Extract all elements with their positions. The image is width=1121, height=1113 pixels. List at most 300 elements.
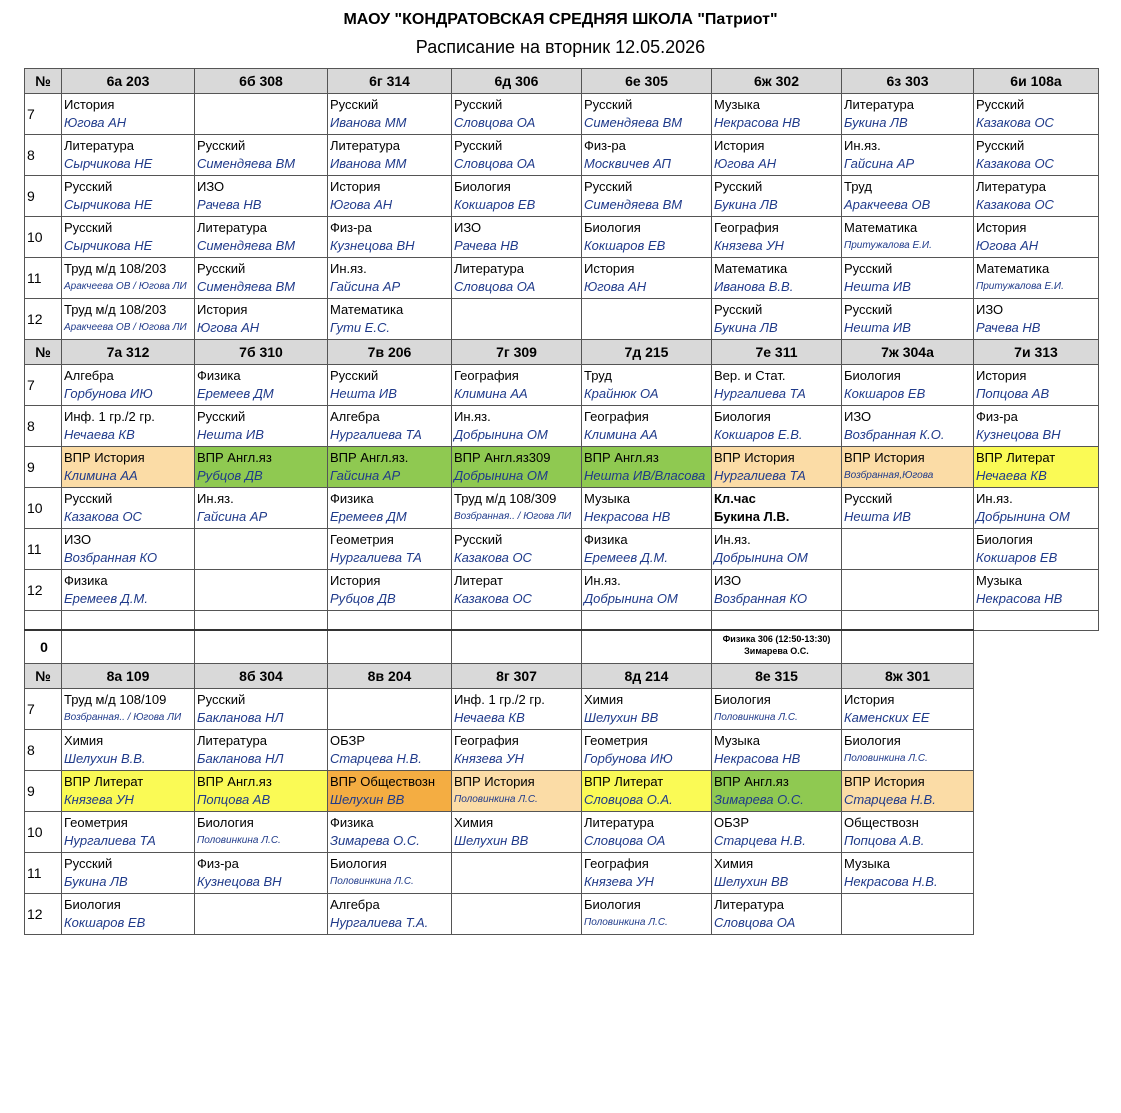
lesson-number: 10	[25, 488, 62, 529]
lesson-row	[25, 176, 1099, 217]
lesson-number: 12	[25, 299, 62, 340]
subject: ИЗО	[844, 409, 872, 424]
lesson-number: 0	[25, 630, 62, 664]
empty-area	[974, 689, 1099, 730]
lesson-cell	[582, 258, 712, 299]
lesson-cell	[328, 570, 452, 611]
teacher: Нургалиева ТА	[330, 427, 422, 442]
subject: Биология	[584, 897, 641, 912]
subject: Физ-ра	[976, 409, 1018, 424]
subject: ВПР Обществозн	[330, 774, 436, 789]
lesson-cell	[328, 812, 452, 853]
lesson-cell	[452, 689, 582, 730]
subject: Математика	[976, 261, 1050, 276]
lesson-cell	[842, 488, 974, 529]
teacher: Еремеев Д.М.	[584, 550, 668, 565]
teacher: Симендяева ВМ	[197, 279, 296, 294]
lesson-cell	[62, 730, 195, 771]
lesson-cell	[842, 894, 974, 935]
spacer-cell	[62, 611, 195, 631]
lesson-cell	[452, 529, 582, 570]
subject: Химия	[64, 733, 104, 748]
lesson-row	[25, 771, 1099, 812]
lesson-cell	[974, 529, 1099, 570]
teacher: Гайсина АР	[844, 156, 915, 171]
teacher: Половинкина Л.С.	[584, 917, 668, 928]
lesson-cell	[452, 217, 582, 258]
teacher: Климина АА	[64, 468, 138, 483]
class-header: 7ж 304а	[842, 340, 974, 365]
subject: Ин.яз.	[714, 532, 751, 547]
teacher: Югова АН	[197, 320, 260, 335]
teacher: Рачева НВ	[454, 238, 519, 253]
lesson-number: 10	[25, 812, 62, 853]
subject: Геометрия	[64, 815, 128, 830]
number-header: №	[25, 340, 62, 365]
subject: ИЗО	[976, 302, 1004, 317]
teacher: Шелухин В.В.	[64, 751, 146, 766]
lesson-cell	[195, 853, 328, 894]
zero-cell	[842, 630, 974, 664]
spacer-row	[25, 611, 1099, 631]
zero-cell	[582, 630, 712, 664]
subject: Музыка	[714, 733, 760, 748]
subject: Физика	[64, 573, 108, 588]
lesson-cell	[712, 94, 842, 135]
subject: Музыка	[976, 573, 1022, 588]
lesson-cell	[195, 447, 328, 488]
teacher: Словцова ОА	[454, 156, 536, 171]
lesson-cell	[328, 894, 452, 935]
subject: Русский	[197, 138, 246, 153]
teacher: Попцова АВ	[197, 792, 271, 807]
teacher: Половинкина Л.С.	[197, 835, 281, 846]
lesson-cell	[195, 406, 328, 447]
number-header: №	[25, 664, 62, 689]
lesson-cell	[712, 447, 842, 488]
class-header: 8в 204	[328, 664, 452, 689]
lesson-cell	[328, 406, 452, 447]
lesson-cell	[62, 94, 195, 135]
subject: Физ-ра	[197, 856, 239, 871]
subject: Физика	[584, 532, 628, 547]
lesson-number: 7	[25, 365, 62, 406]
lesson-cell	[974, 299, 1099, 340]
class-header-row	[25, 340, 1099, 365]
lesson-cell	[712, 258, 842, 299]
lesson-row	[25, 529, 1099, 570]
teacher: Иванова ММ	[330, 156, 407, 171]
subject: Химия	[454, 815, 494, 830]
subject: Биология	[714, 409, 771, 424]
subject: Труд м/д 108/309	[454, 491, 557, 506]
subject: ИЗО	[454, 220, 482, 235]
teacher: Югова АН	[714, 156, 777, 171]
lesson-cell	[328, 853, 452, 894]
lesson-cell	[328, 176, 452, 217]
lesson-cell	[328, 488, 452, 529]
lesson-cell	[842, 217, 974, 258]
teacher: Возбранная.. / Югова ЛИ	[64, 712, 182, 723]
lesson-cell	[974, 258, 1099, 299]
lesson-cell	[195, 258, 328, 299]
lesson-cell	[195, 217, 328, 258]
lesson-cell	[842, 689, 974, 730]
lesson-cell	[582, 406, 712, 447]
subject: ВПР История	[64, 450, 145, 465]
subject: Труд м/д 108/203	[64, 261, 167, 276]
teacher: Казакова ОС	[64, 509, 142, 524]
lesson-cell	[62, 529, 195, 570]
subject: Музыка	[584, 491, 630, 506]
lesson-cell	[974, 488, 1099, 529]
number-header: №	[25, 69, 62, 94]
lesson-cell	[62, 447, 195, 488]
teacher: Некрасова НВ	[584, 509, 671, 524]
teacher: Нешта ИВ	[844, 320, 911, 335]
lesson-cell	[62, 176, 195, 217]
subject: Физика	[197, 368, 241, 383]
teacher: Половинкина Л.С.	[844, 753, 928, 764]
zero-cell	[452, 630, 582, 664]
empty-area	[974, 812, 1099, 853]
lesson-cell	[842, 176, 974, 217]
lesson-cell	[582, 689, 712, 730]
teacher: Словцова ОА	[714, 915, 796, 930]
lesson-number: 8	[25, 135, 62, 176]
lesson-cell	[712, 730, 842, 771]
teacher: Горбунова ИЮ	[64, 386, 153, 401]
lesson-row	[25, 730, 1099, 771]
teacher: Некрасова Н.В.	[844, 874, 938, 889]
subject: История	[330, 573, 381, 588]
spacer-cell	[328, 611, 452, 631]
teacher: Притужалова Е.И.	[844, 240, 932, 251]
subject: Русский	[584, 179, 633, 194]
teacher: Князева УН	[714, 238, 784, 253]
lesson-number: 11	[25, 529, 62, 570]
teacher: Аракчеева ОВ	[844, 197, 931, 212]
teacher: Возбранная.. / Югова ЛИ	[454, 511, 572, 522]
lesson-cell	[842, 258, 974, 299]
subject: Математика	[714, 261, 788, 276]
lesson-cell	[195, 135, 328, 176]
lesson-number: 9	[25, 771, 62, 812]
subject: Биология	[844, 733, 901, 748]
teacher: Рачева НВ	[976, 320, 1041, 335]
subject: ВПР Англ.яз	[584, 450, 659, 465]
class-header: 7б 310	[195, 340, 328, 365]
lesson-cell	[974, 135, 1099, 176]
lesson-cell	[452, 570, 582, 611]
lesson-row	[25, 406, 1099, 447]
subject: Ин.яз.	[330, 261, 367, 276]
teacher: Шелухин ВВ	[584, 710, 659, 725]
teacher: Словцова О.А.	[584, 792, 673, 807]
teacher: Климина АА	[584, 427, 658, 442]
lesson-cell	[974, 217, 1099, 258]
lesson-cell	[328, 529, 452, 570]
class-header: 6е 305	[582, 69, 712, 94]
lesson-cell	[582, 135, 712, 176]
school-title: МАОУ "КОНДРАТОВСКАЯ СРЕДНЯЯ ШКОЛА "Патриот"	[343, 11, 778, 28]
teacher: Сырчикова НЕ	[64, 238, 153, 253]
lesson-cell	[62, 217, 195, 258]
subject: Физика	[330, 491, 374, 506]
subject: Биология	[454, 179, 511, 194]
teacher: Добрынина ОМ	[454, 468, 548, 483]
teacher: Кокшаров Е.В.	[714, 427, 803, 442]
teacher: Нешта ИВ	[330, 386, 397, 401]
teacher: Старцева Н.В.	[330, 751, 422, 766]
teacher: Зимарева О.С.	[330, 833, 420, 848]
subject	[454, 299, 581, 301]
subject: Литература	[714, 897, 784, 912]
teacher: Москвичев АП	[584, 156, 671, 171]
class-header: 7е 311	[712, 340, 842, 365]
teacher: Шелухин ВВ	[330, 792, 405, 807]
lesson-cell	[195, 94, 328, 135]
subject: Биология	[197, 815, 254, 830]
teacher: Князева УН	[454, 751, 524, 766]
teacher: Добрынина ОМ	[976, 509, 1070, 524]
teacher: Рубцов ДВ	[197, 468, 263, 483]
lesson-cell	[62, 894, 195, 935]
subject: Русский	[454, 97, 503, 112]
teacher: Кузнецова ВН	[197, 874, 282, 889]
teacher: Нешта ИВ	[844, 509, 911, 524]
teacher: Шелухин ВВ	[714, 874, 789, 889]
teacher: Казакова ОС	[454, 591, 532, 606]
lesson-cell	[842, 406, 974, 447]
teacher: Аракчеева ОВ / Югова ЛИ	[64, 281, 187, 292]
teacher: Югова АН	[584, 279, 647, 294]
lesson-cell	[195, 176, 328, 217]
lesson-cell	[328, 135, 452, 176]
lesson-cell	[452, 730, 582, 771]
teacher: Кузнецова ВН	[976, 427, 1061, 442]
teacher: Кокшаров ЕВ	[844, 386, 926, 401]
zero-cell	[62, 630, 195, 664]
spacer-cell	[582, 611, 712, 631]
lesson-cell	[582, 447, 712, 488]
class-header: 7а 312	[62, 340, 195, 365]
lesson-cell	[974, 447, 1099, 488]
teacher: Возбранная КО	[714, 591, 808, 606]
lesson-cell	[452, 771, 582, 812]
subject: Русский	[844, 261, 893, 276]
lesson-cell	[452, 365, 582, 406]
lesson-cell	[974, 406, 1099, 447]
teacher: Букина ЛВ	[844, 115, 908, 130]
teacher: Симендяева ВМ	[197, 238, 296, 253]
subject: ВПР История	[844, 774, 925, 789]
teacher: Аракчеева ОВ / Югова ЛИ	[64, 322, 187, 333]
lesson-row	[25, 299, 1099, 340]
subject: Русский	[454, 138, 503, 153]
subject: Алгебра	[330, 897, 380, 912]
subject	[197, 529, 327, 531]
class-header: 8а 109	[62, 664, 195, 689]
lesson-number: 11	[25, 258, 62, 299]
lesson-cell	[452, 853, 582, 894]
spacer-cell	[195, 611, 328, 631]
class-header-row	[25, 664, 1099, 689]
lesson-cell	[974, 176, 1099, 217]
lesson-cell	[195, 365, 328, 406]
lesson-cell	[712, 570, 842, 611]
lesson-cell	[974, 365, 1099, 406]
subject: История	[64, 97, 115, 112]
lesson-cell	[582, 853, 712, 894]
teacher: Зимарева О.С.	[714, 792, 804, 807]
teacher: Нургалиева ТА	[330, 550, 422, 565]
lesson-cell	[582, 529, 712, 570]
lesson-cell	[62, 853, 195, 894]
lesson-cell	[452, 406, 582, 447]
spacer-cell	[25, 611, 62, 631]
teacher: Нешта ИВ/Власова	[584, 468, 706, 483]
subject: Ин.яз.	[454, 409, 491, 424]
subject: ИЗО	[197, 179, 225, 194]
teacher: Нешта ИВ	[844, 279, 911, 294]
lesson-cell	[195, 689, 328, 730]
subject: География	[454, 368, 519, 383]
subject: ВПР Англ.яз	[197, 450, 272, 465]
lesson-cell	[328, 217, 452, 258]
subject: ВПР Литерат	[976, 450, 1056, 465]
lesson-number: 12	[25, 894, 62, 935]
subject: Литература	[197, 220, 267, 235]
lesson-cell	[842, 447, 974, 488]
subject	[584, 299, 711, 301]
lesson-cell	[195, 730, 328, 771]
lesson-cell	[712, 176, 842, 217]
zero-row	[25, 630, 1099, 664]
lesson-cell	[582, 894, 712, 935]
subject: Инф. 1 гр./2 гр.	[64, 409, 155, 424]
lesson-number: 8	[25, 730, 62, 771]
lesson-cell	[195, 812, 328, 853]
teacher: Нешта ИВ	[197, 427, 264, 442]
teacher: Бакланова НЛ	[197, 751, 284, 766]
subject: История	[844, 692, 895, 707]
empty-area	[974, 730, 1099, 771]
lesson-cell	[328, 258, 452, 299]
lesson-cell	[712, 812, 842, 853]
subject: История	[197, 302, 248, 317]
subject: Русский	[64, 491, 113, 506]
lesson-number: 9	[25, 176, 62, 217]
teacher: Букина ЛВ	[714, 197, 778, 212]
lesson-cell	[452, 812, 582, 853]
teacher: Некрасова НВ	[976, 591, 1063, 606]
class-header: 8е 315	[712, 664, 842, 689]
subject: ВПР Англ.яз.	[330, 450, 409, 465]
subject: Математика	[844, 220, 918, 235]
subject	[197, 894, 327, 896]
teacher: Старцева Н.В.	[844, 792, 936, 807]
lesson-cell	[842, 771, 974, 812]
empty-area	[974, 771, 1099, 812]
subject: Русский	[844, 491, 893, 506]
subject: Ин.яз.	[197, 491, 234, 506]
subject	[454, 894, 581, 896]
lesson-cell	[712, 365, 842, 406]
lesson-cell	[62, 365, 195, 406]
subject: Литература	[454, 261, 524, 276]
teacher: Горбунова ИЮ	[584, 751, 673, 766]
lesson-cell	[582, 217, 712, 258]
subject: Литература	[64, 138, 134, 153]
empty-area	[974, 853, 1099, 894]
teacher: Крайнюк ОА	[584, 386, 659, 401]
lesson-cell	[62, 771, 195, 812]
class-header: 6г 314	[328, 69, 452, 94]
lesson-cell	[712, 406, 842, 447]
subject: Литература	[976, 179, 1046, 194]
class-header: 7в 206	[328, 340, 452, 365]
lesson-cell	[195, 299, 328, 340]
teacher: Словцова ОА	[454, 115, 536, 130]
teacher: Половинкина Л.С.	[330, 876, 414, 887]
subject	[844, 894, 973, 896]
lesson-cell	[328, 94, 452, 135]
lesson-number: 7	[25, 689, 62, 730]
subject: ВПР История	[454, 774, 535, 789]
lesson-cell	[328, 447, 452, 488]
class-header: 6з 303	[842, 69, 974, 94]
lesson-cell	[842, 135, 974, 176]
lesson-cell	[712, 689, 842, 730]
subject: ВПР Литерат	[584, 774, 664, 789]
teacher: Сырчикова НЕ	[64, 197, 153, 212]
lesson-row	[25, 217, 1099, 258]
teacher: Казакова ОС	[976, 197, 1054, 212]
teacher: Симендяева ВМ	[584, 115, 683, 130]
lesson-cell	[452, 176, 582, 217]
subject: Русский	[844, 302, 893, 317]
subject: Русский	[197, 692, 246, 707]
subject: География	[584, 856, 649, 871]
subject: Литература	[844, 97, 914, 112]
teacher: Добрынина ОМ	[584, 591, 678, 606]
subject: История	[330, 179, 381, 194]
teacher: Казакова ОС	[976, 115, 1054, 130]
subject: Биология	[584, 220, 641, 235]
subject: История	[976, 220, 1027, 235]
teacher: Нечаева КВ	[64, 427, 135, 442]
zero-lesson-note: Физика 306 (12:50-13:30) Зимарева О.С.	[712, 630, 842, 664]
lesson-cell	[712, 135, 842, 176]
class-header-row	[25, 69, 1099, 94]
lesson-cell	[195, 894, 328, 935]
teacher: Казакова ОС	[976, 156, 1054, 171]
lesson-cell	[62, 812, 195, 853]
subject: География	[714, 220, 779, 235]
teacher: Гайсина АР	[330, 468, 401, 483]
subject	[197, 570, 327, 572]
lesson-cell	[195, 771, 328, 812]
lesson-cell	[842, 730, 974, 771]
teacher: Еремеев ДМ	[197, 386, 274, 401]
teacher: Нургалиева ТА	[714, 386, 806, 401]
teacher: Словцова ОА	[454, 279, 536, 294]
teacher: Нургалиева ТА	[64, 833, 156, 848]
teacher: Сырчикова НЕ	[64, 156, 153, 171]
subject: Алгебра	[64, 368, 114, 383]
lesson-cell	[195, 529, 328, 570]
